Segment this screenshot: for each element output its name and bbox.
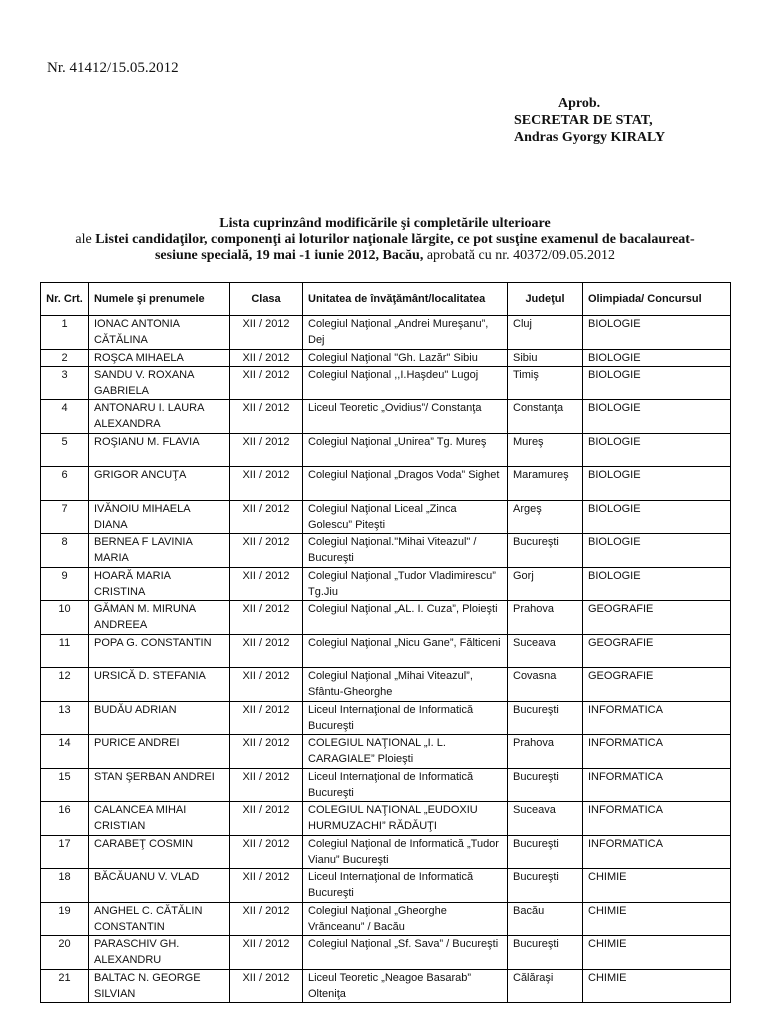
table-row (41, 936, 731, 970)
cell-school: Colegiul Naţional Liceal „Zinca Golescu” Piteşti (303, 500, 508, 534)
cell-county: Maramureş (508, 467, 583, 501)
cell-olympiad: CHIMIE (583, 936, 731, 970)
cell-county: Prahova (508, 601, 583, 635)
table-row (41, 433, 731, 467)
cell-nr: 7 (41, 500, 89, 534)
cell-class: XII / 2012 (230, 634, 303, 668)
cell-olympiad: BIOLOGIE (583, 316, 731, 350)
table-row (41, 902, 731, 936)
cell-nr: 14 (41, 735, 89, 769)
cell-county: Bucureşti (508, 869, 583, 903)
cell-school: Colegiul Naţional „Unirea” Tg. Mureş (303, 433, 508, 467)
cell-nr: 5 (41, 433, 89, 467)
cell-class: XII / 2012 (230, 433, 303, 467)
cell-class: XII / 2012 (230, 316, 303, 350)
cell-school: Colegiul Naţional „Mihai Viteazul”, Sfântu-Gheorghe (303, 668, 508, 702)
cell-nr: 10 (41, 601, 89, 635)
cell-county: Suceava (508, 634, 583, 668)
cell-name: ANGHEL C. CĂTĂLIN CONSTANTIN (89, 902, 230, 936)
cell-name: IVĂNOIU MIHAELA DIANA (89, 500, 230, 534)
cell-nr: 4 (41, 400, 89, 434)
cell-county: Argeş (508, 500, 583, 534)
cell-olympiad: INFORMATICA (583, 735, 731, 769)
table-row (41, 969, 731, 1003)
cell-county: Cluj (508, 316, 583, 350)
cell-class: XII / 2012 (230, 349, 303, 366)
cell-class: XII / 2012 (230, 835, 303, 869)
cell-name: IONAC ANTONIA CĂTĂLINA (89, 316, 230, 350)
table-row (41, 601, 731, 635)
table-row (41, 701, 731, 735)
cell-name: ROŞIANU M. FLAVIA (89, 433, 230, 467)
heading-line-3 (40, 248, 730, 264)
cell-name: BĂCĂUANU V. VLAD (89, 869, 230, 903)
candidates-table (40, 282, 731, 1003)
table-row (41, 835, 731, 869)
cell-olympiad: BIOLOGIE (583, 467, 731, 501)
cell-county: Sibiu (508, 349, 583, 366)
cell-name: BUDĂU ADRIAN (89, 701, 230, 735)
cell-olympiad: BIOLOGIE (583, 500, 731, 534)
cell-name: BERNEA F LAVINIA MARIA (89, 534, 230, 568)
table-row (41, 534, 731, 568)
cell-nr: 13 (41, 701, 89, 735)
heading-line-3-rest: aprobată cu nr. 40372/09.05.2012 (426, 248, 616, 263)
cell-school: Liceul Internaţional de Informatică Bucureşti (303, 768, 508, 802)
cell-school: Liceul Internaţional de Informatică Bucureşti (303, 869, 508, 903)
cell-name: STAN ŞERBAN ANDREI (89, 768, 230, 802)
cell-school: COLEGIUL NAŢIONAL „EUDOXIU HURMUZACHI” RĂDĂUŢI (303, 802, 508, 836)
cell-county: Bacău (508, 902, 583, 936)
cell-county: Bucureşti (508, 701, 583, 735)
cell-nr: 6 (41, 467, 89, 501)
cell-county: Gorj (508, 567, 583, 601)
cell-name: CARABEŢ COSMIN (89, 835, 230, 869)
cell-county: Mureş (508, 433, 583, 467)
cell-county: Bucureşti (508, 936, 583, 970)
table-row (41, 349, 731, 366)
table-row (41, 869, 731, 903)
cell-school: Colegiul Naţional „Sf. Sava” / Bucureşti (303, 936, 508, 970)
cell-school: Colegiul Naţional ,,I.Haşdeu" Lugoj (303, 366, 508, 400)
cell-school: Colegiul Naţional „Tudor Vladimirescu” Tg.Jiu (303, 567, 508, 601)
cell-nr: 18 (41, 869, 89, 903)
table-row (41, 316, 731, 350)
table-row (41, 668, 731, 702)
header-nr: Nr. Crt. (41, 283, 89, 316)
heading-line-2-bold: Listei candidaţilor, componenţi ai loturilor naţionale lărgite, ce pot susţine examenul de bacalaureat- (95, 232, 695, 247)
cell-school: Colegiul Naţional de Informatică „Tudor Vianu” Bucureşti (303, 835, 508, 869)
cell-class: XII / 2012 (230, 534, 303, 568)
cell-class: XII / 2012 (230, 601, 303, 635)
cell-school: Colegiul Naţional „Nicu Gane”, Fălticeni (303, 634, 508, 668)
cell-name: POPA G. CONSTANTIN (89, 634, 230, 668)
cell-class: XII / 2012 (230, 500, 303, 534)
cell-name: PARASCHIV GH. ALEXANDRU (89, 936, 230, 970)
cell-name: ROŞCA MIHAELA (89, 349, 230, 366)
table-row (41, 366, 731, 400)
table-row (41, 400, 731, 434)
cell-name: GRIGOR ANCUŢA (89, 467, 230, 501)
table-row (41, 735, 731, 769)
heading-line-3-bold: sesiune specială, 19 mai -1 iunie 2012, Bacău, (154, 248, 427, 263)
table-header-row (41, 283, 731, 316)
cell-class: XII / 2012 (230, 869, 303, 903)
cell-name: SANDU V. ROXANA GABRIELA (89, 366, 230, 400)
table-row (41, 467, 731, 501)
document-heading (40, 216, 730, 264)
cell-county: Prahova (508, 735, 583, 769)
cell-class: XII / 2012 (230, 400, 303, 434)
cell-name: HOARĂ MARIA CRISTINA (89, 567, 230, 601)
cell-class: XII / 2012 (230, 366, 303, 400)
cell-name: BALTAC N. GEORGE SILVIAN (89, 969, 230, 1003)
cell-nr: 20 (41, 936, 89, 970)
cell-class: XII / 2012 (230, 768, 303, 802)
cell-name: ANTONARU I. LAURA ALEXANDRA (89, 400, 230, 434)
header-class: Clasa (230, 283, 303, 316)
cell-olympiad: GEOGRAFIE (583, 668, 731, 702)
cell-olympiad: CHIMIE (583, 869, 731, 903)
cell-nr: 16 (41, 802, 89, 836)
table-row (41, 768, 731, 802)
cell-school: Colegiul Naţional „Gheorghe Vrănceanu” / Bacău (303, 902, 508, 936)
approval-label: Aprob. (558, 96, 601, 111)
cell-school: Colegiul Naţional "Gh. Lazăr" Sibiu (303, 349, 508, 366)
cell-county: Bucureşti (508, 534, 583, 568)
cell-olympiad: BIOLOGIE (583, 433, 731, 467)
table-row (41, 500, 731, 534)
cell-school: Colegiul Naţional."Mihai Viteazul" / Bucureşti (303, 534, 508, 568)
heading-line-2 (40, 232, 730, 248)
cell-school: Colegiul Naţional „Dragos Voda” Sighet (303, 467, 508, 501)
approval-block (514, 95, 665, 146)
cell-class: XII / 2012 (230, 802, 303, 836)
cell-olympiad: BIOLOGIE (583, 366, 731, 400)
cell-olympiad: CHIMIE (583, 969, 731, 1003)
cell-nr: 3 (41, 366, 89, 400)
cell-nr: 19 (41, 902, 89, 936)
cell-county: Covasna (508, 668, 583, 702)
cell-county: Suceava (508, 802, 583, 836)
cell-olympiad: INFORMATICA (583, 768, 731, 802)
header-school: Unitatea de învăţământ/localitatea (303, 283, 508, 316)
cell-nr: 9 (41, 567, 89, 601)
table-row (41, 802, 731, 836)
cell-olympiad: INFORMATICA (583, 802, 731, 836)
cell-school: COLEGIUL NAŢIONAL „I. L. CARAGIALE” Ploieşti (303, 735, 508, 769)
cell-class: XII / 2012 (230, 467, 303, 501)
cell-olympiad: INFORMATICA (583, 701, 731, 735)
cell-nr: 2 (41, 349, 89, 366)
cell-class: XII / 2012 (230, 735, 303, 769)
cell-class: XII / 2012 (230, 936, 303, 970)
header-olympiad: Olimpiada/ Concursul (583, 283, 731, 316)
cell-school: Liceul Internaţional de Informatică Bucureşti (303, 701, 508, 735)
cell-nr: 12 (41, 668, 89, 702)
cell-nr: 15 (41, 768, 89, 802)
cell-nr: 17 (41, 835, 89, 869)
cell-olympiad: GEOGRAFIE (583, 634, 731, 668)
cell-school: Colegiul Naţional „AL. I. Cuza”, Ploieşti (303, 601, 508, 635)
document-number: Nr. 41412/15.05.2012 (47, 60, 179, 76)
heading-line-1: Lista cuprinzând modificările şi completările ulterioare (219, 216, 551, 231)
cell-name: PURICE ANDREI (89, 735, 230, 769)
cell-school: Liceul Teoretic „Ovidius”/ Constanţa (303, 400, 508, 434)
cell-name: GĂMAN M. MIRUNA ANDREEA (89, 601, 230, 635)
cell-olympiad: BIOLOGIE (583, 349, 731, 366)
cell-nr: 1 (41, 316, 89, 350)
cell-county: Bucureşti (508, 835, 583, 869)
cell-county: Constanţa (508, 400, 583, 434)
cell-class: XII / 2012 (230, 902, 303, 936)
cell-class: XII / 2012 (230, 969, 303, 1003)
header-county: Judeţul (508, 283, 583, 316)
cell-name: CALANCEA MIHAI CRISTIAN (89, 802, 230, 836)
cell-nr: 8 (41, 534, 89, 568)
cell-olympiad: BIOLOGIE (583, 567, 731, 601)
cell-olympiad: CHIMIE (583, 902, 731, 936)
table-row (41, 634, 731, 668)
cell-olympiad: GEOGRAFIE (583, 601, 731, 635)
table-row (41, 567, 731, 601)
cell-olympiad: BIOLOGIE (583, 534, 731, 568)
approval-signatory: Andras Gyorgy KIRALY (514, 130, 666, 145)
cell-class: XII / 2012 (230, 701, 303, 735)
cell-name: URSICĂ D. STEFANIA (89, 668, 230, 702)
cell-school: Liceul Teoretic „Neagoe Basarab” Olteniţa (303, 969, 508, 1003)
approval-title: SECRETAR DE STAT, (514, 113, 653, 128)
cell-nr: 21 (41, 969, 89, 1003)
cell-nr: 11 (41, 634, 89, 668)
cell-class: XII / 2012 (230, 668, 303, 702)
cell-class: XII / 2012 (230, 567, 303, 601)
cell-olympiad: BIOLOGIE (583, 400, 731, 434)
cell-county: Bucureşti (508, 768, 583, 802)
cell-county: Călăraşi (508, 969, 583, 1003)
cell-olympiad: INFORMATICA (583, 835, 731, 869)
cell-county: Timiş (508, 366, 583, 400)
heading-line-2-prefix: ale (75, 232, 96, 247)
cell-school: Colegiul Naţional „Andrei Mureşanu”, Dej (303, 316, 508, 350)
header-name: Numele şi prenumele (89, 283, 230, 316)
